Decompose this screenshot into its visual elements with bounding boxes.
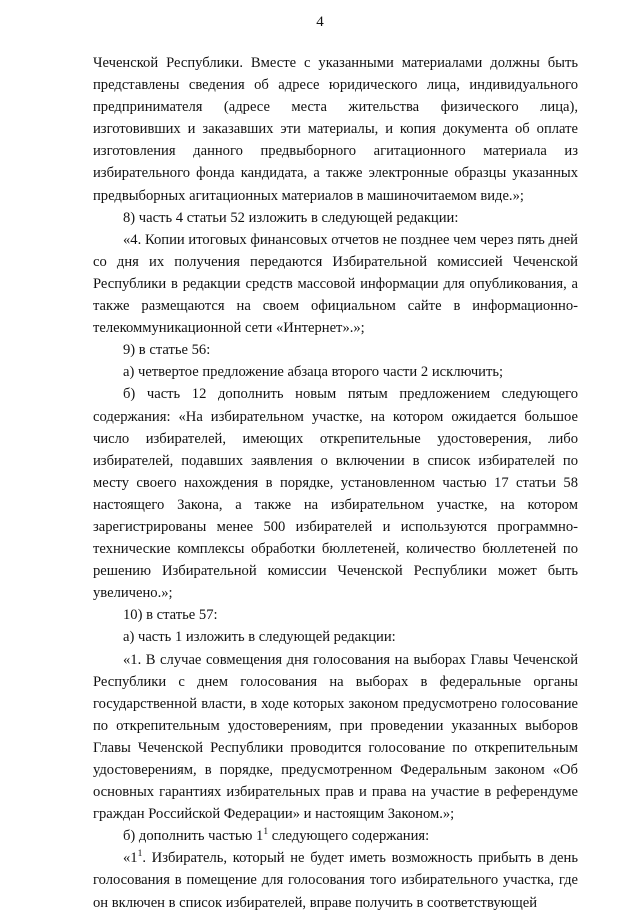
- document-body: [93, 52, 578, 914]
- text-run: следующего содержания:: [268, 828, 430, 845]
- text-run: . Избиратель, который не будет иметь возможность прибыть в день голосования в помещение для голосования того избирательного участка, где он включен в список избирателей, вправе получить в соответствующей: [93, 850, 578, 911]
- paragraph: 8) часть 4 статьи 52 изложить в следующей редакции:: [123, 209, 459, 226]
- paragraph: б) часть 12 дополнить новым пятым предложением следующего содержания: «На избирательном участке, на котором ожидается большое число избирателей, имеющих открепительные удостоверения, либо избирателей, подавших заявления о включении в список избирателей по месту своего нахождения в порядке, установленном частью 17 статьи 58 настоящего Закона, а также на избирательном участке, на котором зарегистрированы менее 500 избирателей и используются программно-технические комплексы обработки бюллетеней, количество бюллетеней по решению Избирательной комиссии Чеченской Республики может быть увеличено.»;: [93, 386, 578, 602]
- superscript: 1: [137, 849, 143, 860]
- paragraph-last: [93, 847, 578, 913]
- paragraph: 9) в статье 56:: [123, 342, 211, 359]
- paragraph: «1. В случае совмещения дня голосования на выборах Главы Чеченской Республики с днем голосования на выборах в федеральные органы государственной власти, в ходе которых законом предусмотрено голосование по открепительным удостоверениям, при проведении указанных выборов Главы Чеченской Республики проводится голосование по открепительным удостоверениям, в порядке, предусмотренном Федеральным законом «Об основных гарантиях избирательных прав и права на участие в референдуме граждан Российской Федерации» и настоящим Законом.»;: [93, 651, 578, 823]
- paragraph-supplement: [93, 825, 578, 847]
- paragraph: Чеченской Республики. Вместе с указанными материалами должны быть представлены сведения об адресе юридического лица, индивидуального предпринимателя (адресе места жительства физического лица), изготовивших и заказавших эти материалы, и копия документа об оплате изготовления данного предвыборного агитационного материала из избирательного фонда кандидата, а также электронные образцы указанных предвыборных агитационных материалов в машиночитаемом виде.»;: [93, 55, 578, 204]
- paragraph: а) часть 1 изложить в следующей редакции:: [123, 629, 396, 646]
- paragraph: а) четвертое предложение абзаца второго части 2 исключить;: [123, 364, 504, 381]
- superscript: 1: [263, 827, 269, 838]
- paragraph: 10) в статье 57:: [123, 607, 218, 624]
- page-number: 4: [316, 14, 324, 30]
- paragraph: «4. Копии итоговых финансовых отчетов не позднее чем через пять дней со дня их получения передаются Избирательной комиссией Чеченской Республики в редакции средств массовой информации для опубликования, а также размещаются на своем официальном сайте в информационно-телекоммуникационной сети «Интернет».»;: [93, 231, 578, 337]
- text-run: «1: [123, 850, 138, 867]
- text-run: б) дополнить частью 1: [123, 828, 264, 845]
